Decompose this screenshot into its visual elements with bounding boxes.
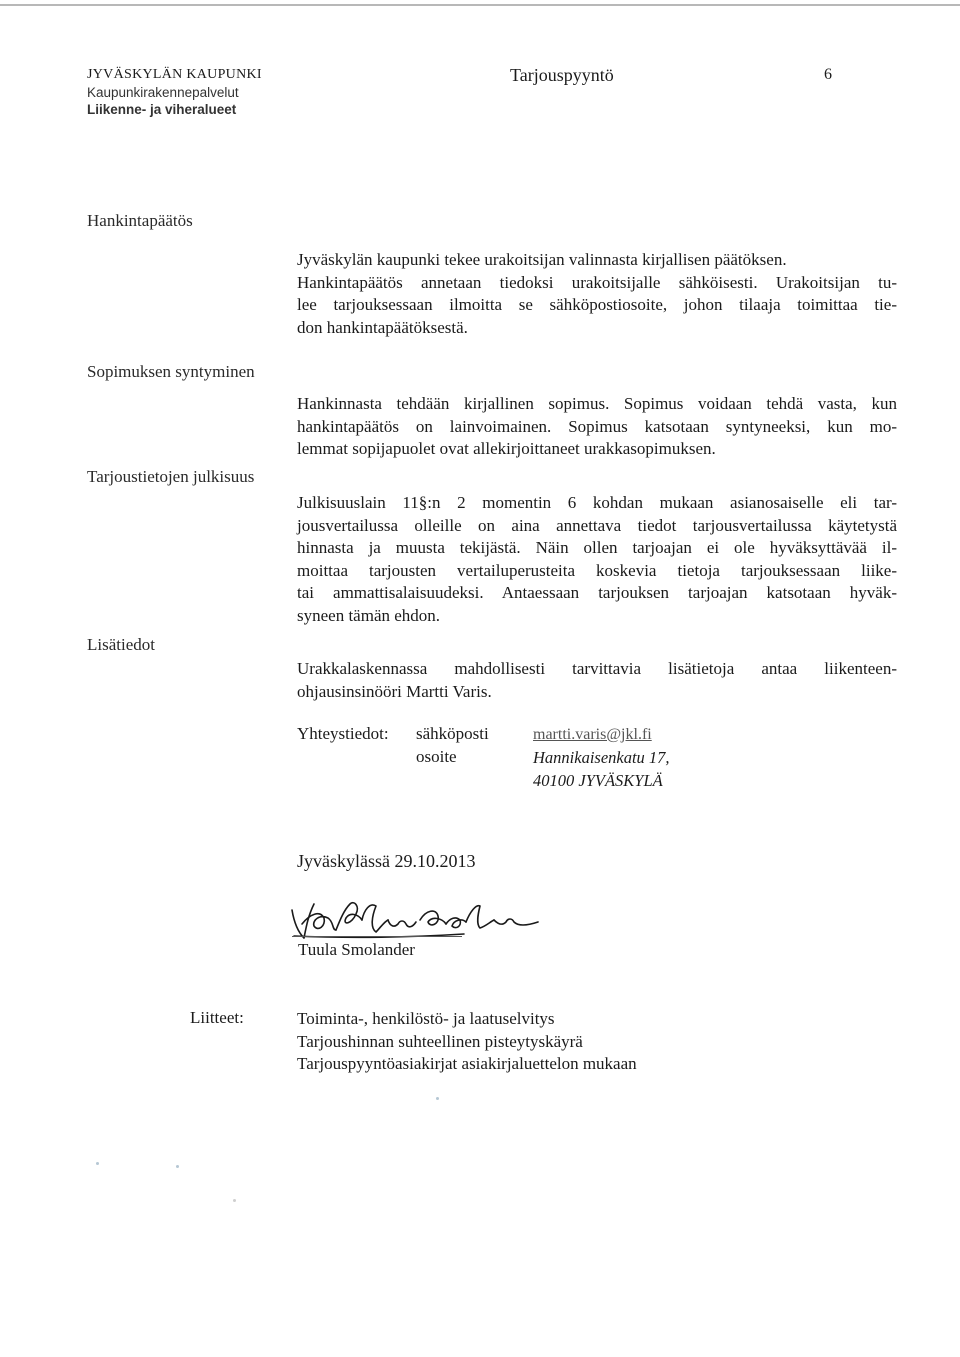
text-line: Hankintapäätös annetaan tiedoksi urakoitsijalle sähköisesti. Urakoitsijan tu- bbox=[297, 272, 897, 292]
address-line-2: 40100 JYVÄSKYLÄ bbox=[533, 771, 663, 790]
attachment-item: Toiminta-, henkilöstö- ja laatuselvitys bbox=[297, 1009, 555, 1028]
scan-speck bbox=[176, 1165, 179, 1168]
section-label-sopimus: Sopimuksen syntyminen bbox=[87, 362, 255, 381]
paragraph-hankintapaatos bbox=[297, 249, 897, 339]
scan-speck bbox=[96, 1162, 99, 1165]
text-line: Hankinnasta tehdään kirjallinen sopimus. Sopimus voidaan tehdä vasta, kun bbox=[297, 394, 897, 413]
scan-speck bbox=[436, 1097, 439, 1100]
scan-top-edge bbox=[0, 4, 960, 6]
text-line: tai ammattisalaisuudeksi. Antaessaan tarjouksen tarjoajan katsotaan hyväk- bbox=[297, 583, 897, 602]
signature-line bbox=[292, 936, 462, 937]
text-line: Jyväskylän kaupunki tekee urakoitsijan valinnasta kirjallisen päätöksen. bbox=[297, 250, 787, 269]
attachments-label: Liitteet: bbox=[190, 1008, 244, 1027]
section-label-hankintapaatos: Hankintapäätös bbox=[87, 211, 193, 230]
paragraph-sopimus bbox=[297, 393, 897, 461]
text-line: jousvertailussa olleille on aina annettava tiedot tarjousvertailussa käytetystä bbox=[297, 515, 897, 535]
paragraph-julkisuus bbox=[297, 492, 897, 627]
text-line: lemmat sopijapuolet ovat allekirjoittaneet urakkasopimuksen. bbox=[297, 439, 716, 458]
text-line: lee tarjouksessaan ilmoitta se sähköpostiosoite, johon tilaaja toimittaa tie- bbox=[297, 295, 897, 314]
address-label: osoite bbox=[416, 747, 457, 766]
scan-speck bbox=[233, 1199, 236, 1202]
attachments-list bbox=[297, 1008, 637, 1076]
email-link[interactable]: martti.varis@jkl.fi bbox=[533, 726, 652, 743]
signer-name: Tuula Smolander bbox=[298, 940, 415, 959]
organization-name: JYVÄSKYLÄN KAUPUNKI bbox=[87, 67, 262, 82]
contact-label: Yhteystiedot: bbox=[297, 724, 389, 743]
text-line: don hankintapäätöksestä. bbox=[297, 317, 468, 337]
text-line: syneen tämän ehdon. bbox=[297, 605, 441, 625]
page-number: 6 bbox=[824, 66, 832, 83]
text-line: moittaa tarjousten vertailuperusteita koskevia tietoja tarjouksessaan liike- bbox=[297, 560, 897, 580]
section-label-lisatiedot: Lisätiedot bbox=[87, 635, 155, 654]
paragraph-lisatiedot bbox=[297, 658, 897, 703]
department-name: Kaupunkirakennepalvelut bbox=[87, 85, 239, 100]
text-line: ohjausinsinööri Martti Varis. bbox=[297, 681, 492, 701]
unit-name: Liikenne- ja viheralueet bbox=[87, 102, 237, 117]
attachment-item: Tarjoushinnan suhteellinen pisteytyskäyrä bbox=[297, 1031, 583, 1051]
place-date: Jyväskylässä 29.10.2013 bbox=[297, 851, 476, 871]
email-label: sähköposti bbox=[416, 724, 489, 743]
text-line: hankintapäätös on lainvoimainen. Sopimus katsotaan syntyneeksi, kun mo- bbox=[297, 416, 897, 436]
text-line: Urakkalaskennassa mahdollisesti tarvittavia lisätietoja antaa liikenteen- bbox=[297, 659, 897, 678]
attachment-item: Tarjouspyyntöasiakirjat asiakirjaluettelon mukaan bbox=[297, 1054, 637, 1073]
section-label-julkisuus: Tarjoustietojen julkisuus bbox=[87, 467, 255, 486]
document-title: Tarjouspyyntö bbox=[510, 65, 614, 85]
text-line: hinnasta ja muusta tekijästä. Näin ollen tarjoajan ei ole hyväksyttävää il- bbox=[297, 538, 897, 557]
text-line: Julkisuuslain 11§:n 2 momentin 6 kohdan mukaan asianosaiselle eli tar- bbox=[297, 493, 897, 512]
address-line-1: Hannikaisenkatu 17, bbox=[533, 748, 670, 767]
